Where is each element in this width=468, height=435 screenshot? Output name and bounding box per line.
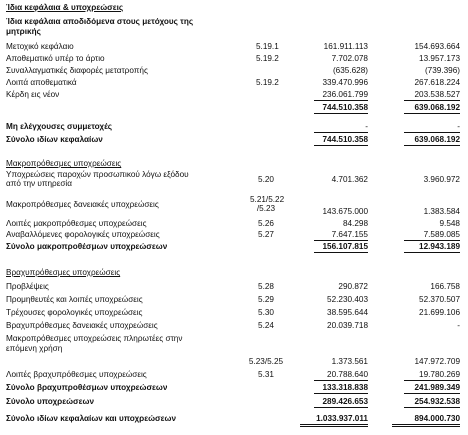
underline-rule [404, 380, 460, 381]
row-note: 5.23/5.25 [248, 357, 284, 366]
total-value-current: 744.510.358 [322, 135, 368, 144]
row-label: Προμηθευτές και λοιπές υποχρεώσεις [6, 295, 143, 304]
row-label: Σύνολο μακροπροθέσμων υποχρεώσεων [6, 242, 168, 251]
row-value-prior: 203.538.527 [414, 90, 460, 99]
total-value-prior: 12.943.189 [419, 242, 460, 251]
row-value-prior: - [457, 122, 460, 131]
row-value-current: 38.595.644 [327, 308, 368, 317]
row-note: 5.27 [258, 230, 274, 239]
row-label: Συναλλαγματικές διαφορές μετατροπής [6, 66, 148, 75]
row-label-line1: Υποχρεώσεις παροχών προσωπικού λόγω εξόδου [6, 170, 189, 179]
row-label-line2: επόμενη χρήση [6, 344, 63, 353]
underline-rule [314, 380, 368, 381]
row-value-current: 1.373.561 [331, 357, 368, 366]
row-value-current: 339.470.996 [322, 78, 368, 87]
row-value-current: - [365, 122, 368, 131]
row-note-line1: 5.21/5.22 [250, 195, 285, 204]
row-value-current: 143.675.000 [322, 207, 368, 216]
underline-rule [314, 393, 368, 394]
row-note: 5.19.2 [256, 78, 279, 87]
row-label: Μετοχικό κεφάλαιο [6, 42, 74, 51]
row-label: Μη ελέγχουσες συμμετοχές [6, 122, 113, 131]
row-value-prior: 154.693.664 [414, 42, 460, 51]
row-value-current: 4.701.362 [331, 175, 368, 184]
row-label: Προβλέψεις [6, 282, 49, 291]
total-value-prior: 639.068.192 [414, 135, 460, 144]
total-value-current: 289.426.653 [322, 397, 368, 406]
row-label-line1: Μακροπρόθεσμες υποχρεώσεις πληρωτέες στην [6, 334, 183, 343]
row-value-current: (635.628) [332, 66, 368, 75]
row-value-current: 20.788.640 [327, 370, 368, 379]
row-label: Αποθεματικό υπέρ το άρτιο [6, 54, 105, 63]
underline-rule [404, 393, 460, 394]
row-value-prior: 52.370.507 [419, 295, 460, 304]
row-value-prior: 3.960.972 [423, 175, 460, 184]
row-note: 5.29 [258, 295, 274, 304]
double-underline-rule [392, 426, 460, 427]
underline-rule [314, 407, 368, 408]
underline-rule [314, 252, 368, 253]
underline-rule [314, 145, 368, 146]
row-note: 5.30 [258, 308, 274, 317]
row-value-current: 7.647.155 [331, 230, 368, 239]
total-value-current: 133.318.838 [322, 383, 368, 392]
row-value-prior: (739.396) [424, 66, 460, 75]
underline-rule [314, 240, 368, 241]
row-value-current: 7.702.078 [331, 54, 368, 63]
row-value-prior: 19.780.269 [419, 370, 460, 379]
row-label: Σύνολο ιδίων κεφαλαίων [6, 135, 103, 144]
row-value-current: 290.872 [338, 282, 368, 291]
row-value-current: 161.911.113 [323, 42, 368, 51]
underline-rule [404, 113, 460, 114]
double-underline-rule [300, 426, 368, 427]
row-label: Τρέχουσες φορολογικές υποχρεώσεις [6, 308, 143, 317]
section-header: Βραχυπρόθεσμες υποχρεώσεις [6, 268, 121, 277]
underline-rule [404, 100, 460, 101]
row-note: 5.19.2 [256, 54, 279, 63]
grand-total-value-current: 1.033.937.011 [316, 414, 368, 423]
row-note: 5.19.1 [256, 42, 279, 51]
row-label: Σύνολο βραχυπροθέσμων υποχρεώσεων [6, 383, 168, 392]
row-note: 5.28 [258, 282, 274, 291]
row-label: Μακροπρόθεσμες δανειακές υποχρεώσεις [6, 200, 159, 209]
row-label: Λοιπά αποθεματικά [6, 78, 77, 87]
row-value-prior: - [457, 321, 460, 330]
row-label: Λοιπές μακροπρόθεσμες υποχρεώσεις [6, 219, 147, 228]
section-header: Μακροπρόθεσμες υποχρεώσεις [6, 159, 122, 168]
underline-rule [404, 407, 460, 408]
subtotal-value-prior: 639.068.192 [414, 103, 460, 112]
double-underline-rule [392, 424, 460, 425]
row-value-prior: 9.548 [439, 219, 460, 228]
row-label: Αναβαλλόμενες φορολογικές υποχρεώσεις [6, 230, 160, 239]
row-note: 5.24 [258, 321, 274, 330]
row-note: 5.20 [258, 175, 274, 184]
total-value-prior: 254.932.538 [414, 397, 460, 406]
row-value-prior: 1.383.584 [423, 207, 460, 216]
underline-rule [314, 132, 368, 133]
underline-rule [314, 100, 368, 101]
total-value-prior: 241.989.349 [414, 383, 460, 392]
row-label: Βραχυπρόθεσμες δανειακές υποχρεώσεις [6, 321, 158, 330]
row-value-current: 236.061.799 [322, 90, 368, 99]
row-value-prior: 147.972.709 [414, 357, 460, 366]
row-note-line2: /5.23 [256, 204, 276, 213]
total-value-current: 156.107.815 [322, 242, 368, 251]
row-value-prior: 13.957.173 [419, 54, 460, 63]
double-underline-rule [300, 424, 368, 425]
row-value-prior: 166.758 [430, 282, 460, 291]
row-value-current: 84.298 [342, 219, 368, 228]
row-value-current: 20.039.718 [327, 321, 368, 330]
page-title: Ίδια κεφάλαια & υποχρεώσεις [6, 3, 124, 12]
equity-header-line1: Ίδια κεφάλαια αποδιδόμενα στους μετόχους της [6, 17, 194, 26]
row-value-current: 52.230.403 [327, 295, 368, 304]
row-note: 5.31 [258, 370, 274, 379]
underline-rule [314, 113, 368, 114]
row-label: Κέρδη εις νέον [6, 90, 60, 99]
underline-rule [404, 145, 460, 146]
grand-total-value-prior: 894.000.730 [414, 414, 460, 423]
underline-rule [404, 252, 460, 253]
subtotal-value-current: 744.510.358 [322, 103, 368, 112]
row-label: Σύνολο ιδίων κεφαλαίων και υποχρεώσεων [6, 414, 176, 423]
underline-rule [404, 132, 460, 133]
row-label: Σύνολο υποχρεώσεων [6, 397, 95, 406]
row-note: 5.26 [258, 219, 274, 228]
row-label-line2: από την υπηρεσία [6, 179, 72, 188]
equity-header-line2: μητρικής [6, 27, 41, 36]
row-value-prior: 21.699.106 [419, 308, 460, 317]
row-label: Λοιπές βραχυπρόθεσμες υποχρεώσεις [6, 370, 147, 379]
underline-rule [404, 240, 460, 241]
row-value-prior: 7.589.085 [423, 230, 460, 239]
row-value-prior: 267.618.224 [414, 78, 460, 87]
